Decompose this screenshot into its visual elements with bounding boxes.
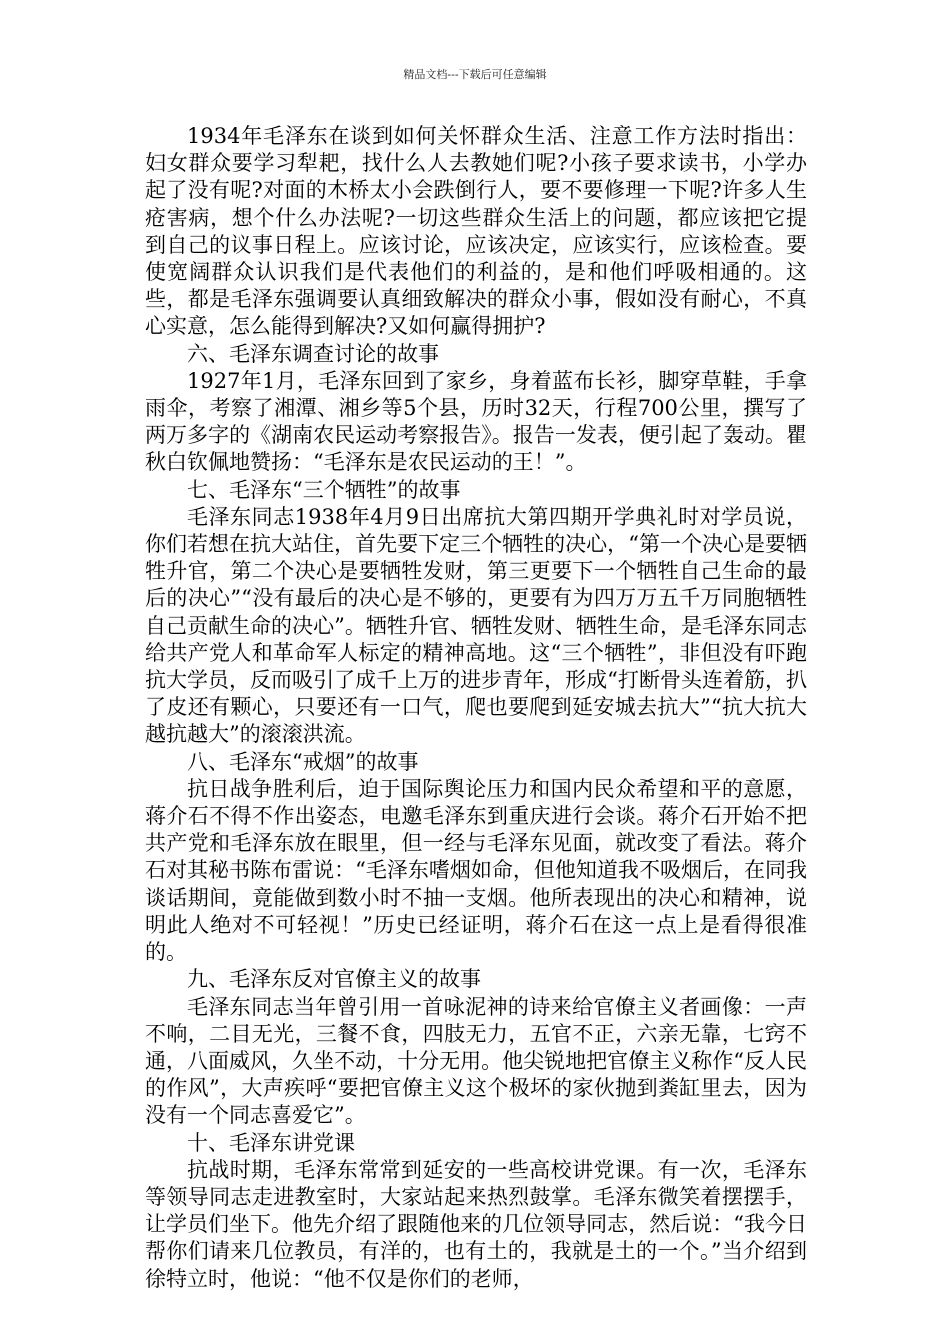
section-heading-10: 十、毛泽东讲党课	[187, 1130, 355, 1155]
paragraph-section-7: 毛泽东同志1938年4月9日出席抗大第四期开学典礼时对学员说，你们若想在抗大站住，首先要下定三个牺牲的决心，“第一个决心是要牺牲升官，第二个决心是要牺牲发财，第三更要下一个牺牲自己生命的最后的决心”“没有最后的决心是不够的，更要有为四万万五千万同胞牺牲自己贡献生命的决心”。牺牲升官、牺牲发财、牺牲生命，是毛泽东同志给共产党人和革命军人标定的精神高地。这“三个牺牲”，非但没有吓跑抗大学员，反而吸引了成千上万的进步青年，形成“打断骨头连着筋，扒了皮还有颗心，只要还有一口气，爬也要爬到延安城去抗大”“抗大抗大越抗越大”的滚滚洪流。	[145, 504, 807, 747]
section-heading-6: 六、毛泽东调查讨论的故事	[187, 341, 439, 366]
page-header: 精品文档---下载后可任意编辑	[403, 68, 547, 81]
paragraph-section-9: 毛泽东同志当年曾引用一首咏泥神的诗来给官僚主义者画像：一声不响，二目无光，三餐不食，四肢无力，五官不正，六亲无靠，七窍不通，八面威风，久坐不动，十分无用。他尖锐地把官僚主义称作“反人民的作风”，大声疾呼“要把官僚主义这个极坏的家伙抛到粪缸里去，因为没有一个同志喜爱它”。	[145, 994, 807, 1128]
document-body	[145, 123, 807, 1293]
section-heading-8: 八、毛泽东“戒烟”的故事	[187, 749, 419, 774]
paragraph-section-8: 抗日战争胜利后，迫于国际舆论压力和国内民众希望和平的意愿，蒋介石不得不作出姿态，电邀毛泽东到重庆进行会谈。蒋介石开始不把共产党和毛泽东放在眼里，但一经与毛泽东见面，就改变了看法。蒋介石对其秘书陈布雷说：“毛泽东嗜烟如命，但他知道我不吸烟后，在同我谈话期间，竟能做到数小时不抽一支烟。他所表现出的决心和精神，说明此人绝对不可轻视！”历史已经证明，蒋介石在这一点上是看得很准的。	[145, 776, 807, 965]
paragraph-section-6: 1927年1月，毛泽东回到了家乡，身着蓝布长衫，脚穿草鞋，手拿雨伞，考察了湘潭、湘乡等5个县，历时32天，行程700公里，撰写了两万多字的《湖南农民运动考察报告》。报告一发表，便引起了轰动。瞿秋白钦佩地赞扬：“毛泽东是农民运动的王！”。	[145, 368, 807, 475]
section-heading-7: 七、毛泽东“三个牺牲”的故事	[187, 477, 461, 502]
paragraph-intro: 1934年毛泽东在谈到如何关怀群众生活、注意工作方法时指出：妇女群众要学习犁耙，找什么人去教她们呢?小孩子要求读书，小学办起了没有呢?对面的木桥太小会跌倒行人，要不要修理一下呢?许多人生疮害病，想个什么办法呢?一切这些群众生活上的问题，都应该把它提到自己的议事日程上。应该讨论，应该决定，应该实行，应该检查。要使宽阔群众认识我们是代表他们的利益的，是和他们呼吸相通的。这些，都是毛泽东强调要认真细致解决的群众小事，假如没有耐心，不真心实意，怎么能得到解决?又如何赢得拥护?	[145, 124, 807, 339]
section-heading-9: 九、毛泽东反对官僚主义的故事	[187, 967, 481, 992]
paragraph-section-10: 抗战时期，毛泽东常常到延安的一些高校讲党课。有一次，毛泽东等领导同志走进教室时，大家站起来热烈鼓掌。毛泽东微笑着摆摆手，让学员们坐下。他先介绍了跟随他来的几位领导同志，然后说：“我今日帮你们请来几位教员，有洋的，也有土的，我就是土的一个。”当介绍到徐特立时，他说：“他不仅是你们的老师，	[145, 1157, 807, 1291]
